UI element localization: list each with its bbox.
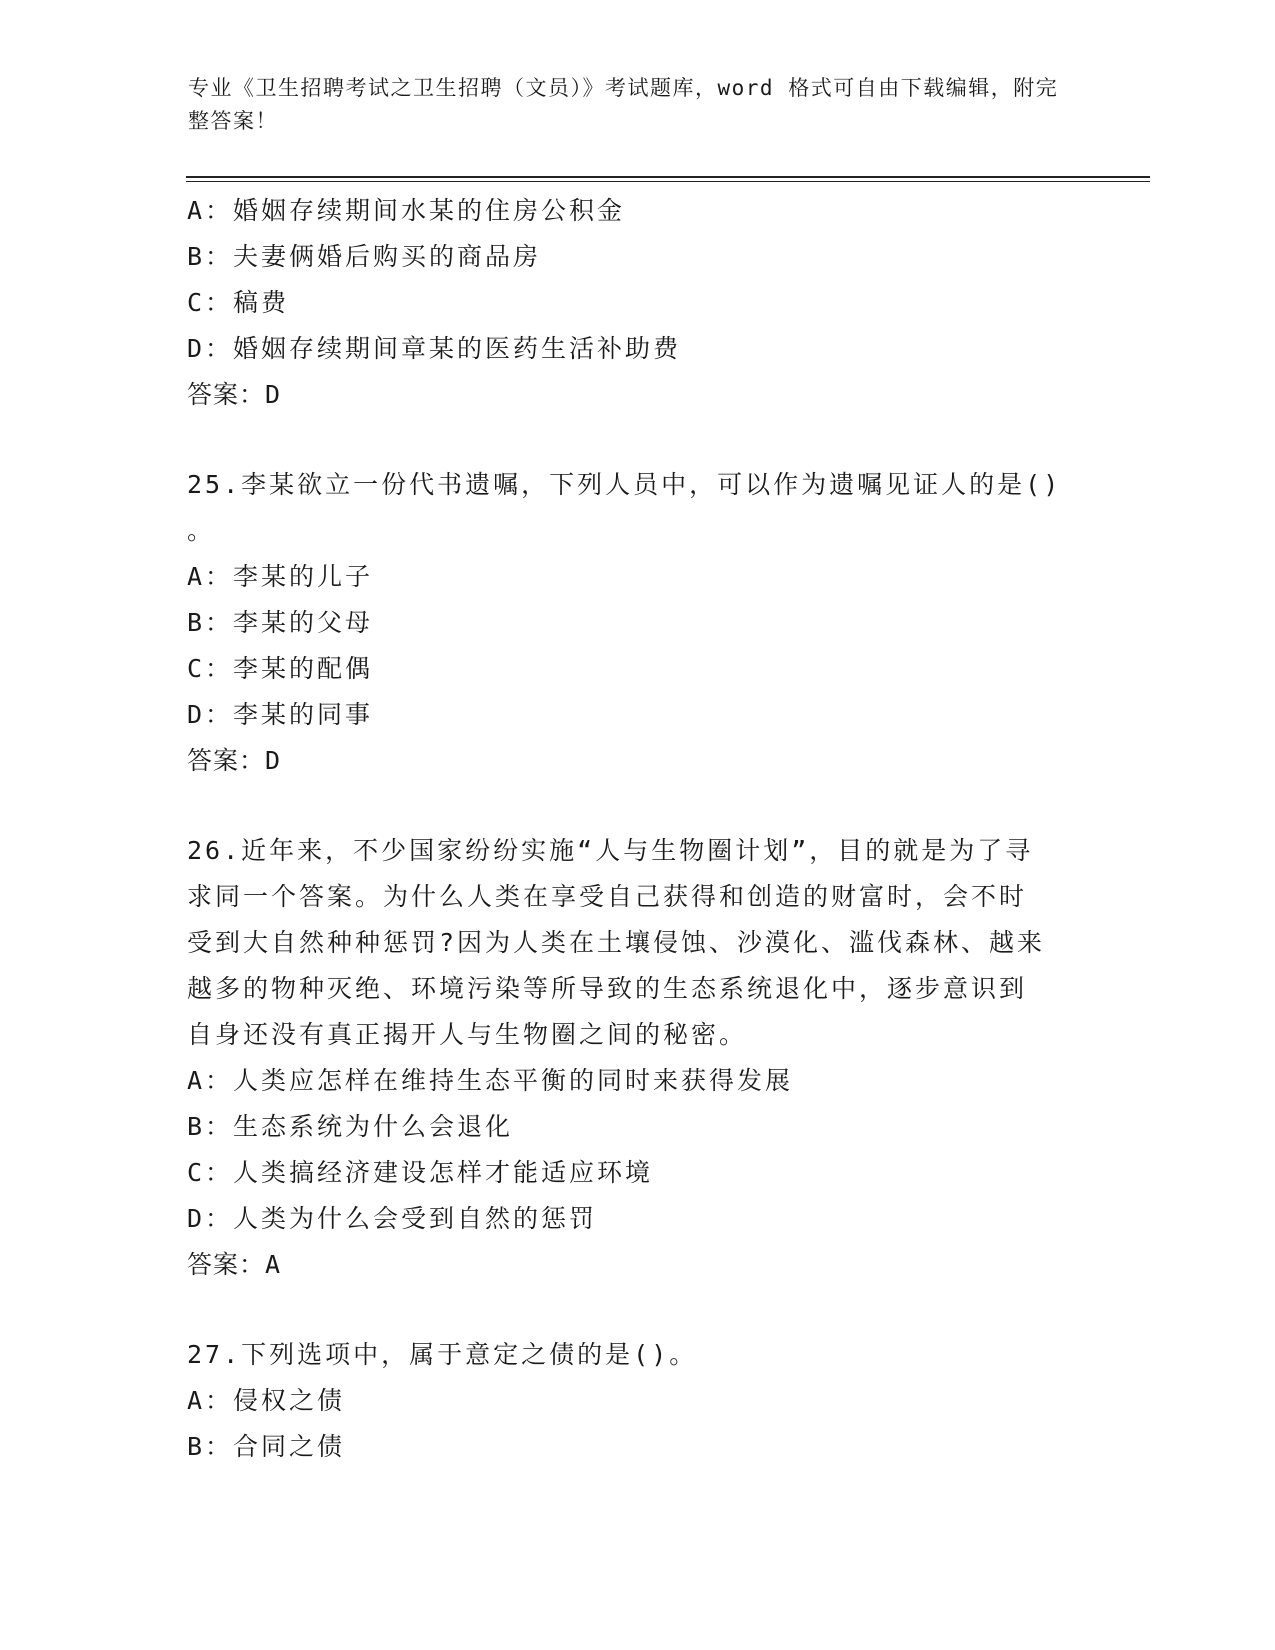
header-rule-thick xyxy=(186,176,1150,178)
option-a: A：李某的儿子 xyxy=(187,562,374,591)
question-content xyxy=(187,188,1087,1470)
option-d: D：人类为什么会受到自然的惩罚 xyxy=(187,1204,598,1233)
question-24 xyxy=(187,188,1087,418)
answer-label: 答案： xyxy=(187,746,266,775)
option-a: A：人类应怎样在维持生态平衡的同时来获得发展 xyxy=(187,1066,794,1095)
question-stem-cont: 。 xyxy=(187,516,216,545)
answer-value: A xyxy=(265,1250,284,1279)
option-a: A：侵权之债 xyxy=(187,1386,346,1415)
question-stem: 25.李某欲立一份代书遗嘱，下列人员中，可以作为遗嘱见证人的是() xyxy=(187,470,1062,499)
spacer xyxy=(187,1288,1087,1332)
option-c: C：李某的配偶 xyxy=(187,654,374,683)
option-c: C：稿费 xyxy=(187,288,290,317)
question-stem-cont: 自身还没有真正揭开人与生物圈之间的秘密。 xyxy=(187,1020,748,1049)
option-b: B：李某的父母 xyxy=(187,608,374,637)
option-b: B：夫妻俩婚后购买的商品房 xyxy=(187,242,542,271)
answer-value: D xyxy=(265,746,284,775)
question-stem: 27.下列选项中，属于意定之债的是()。 xyxy=(187,1340,698,1369)
option-d: D：婚姻存续期间章某的医药生活补助费 xyxy=(187,334,682,363)
answer-label: 答案： xyxy=(187,380,266,409)
header-rule-thin xyxy=(186,181,1150,182)
option-d: D：李某的同事 xyxy=(187,700,374,729)
answer-line xyxy=(187,738,1087,784)
question-stem-cont: 越多的物种灭绝、环境污染等所导致的生态系统退化中，逐步意识到 xyxy=(187,974,1028,1003)
option-c: C：人类搞经济建设怎样才能适应环境 xyxy=(187,1158,654,1187)
question-stem-cont: 受到大自然种种惩罚?因为人类在土壤侵蚀、沙漠化、滥伐森林、越来 xyxy=(187,928,1046,957)
answer-line xyxy=(187,372,1087,418)
question-stem: 26.近年来，不少国家纷纷实施“人与生物圈计划”，目的就是为了寻 xyxy=(187,836,1034,865)
question-27 xyxy=(187,1332,1087,1470)
option-a: A：婚姻存续期间水某的住房公积金 xyxy=(187,196,626,225)
document-header: 专业《卫生招聘考试之卫生招聘（文员）》考试题库，word 格式可自由下载编辑，附完整答案！ xyxy=(188,76,1059,133)
spacer xyxy=(187,784,1087,828)
question-25 xyxy=(187,462,1087,784)
question-stem-cont: 求同一个答案。为什么人类在享受自己获得和创造的财富时，会不时 xyxy=(187,882,1028,911)
spacer xyxy=(187,418,1087,462)
question-26 xyxy=(187,828,1087,1288)
option-b: B：生态系统为什么会退化 xyxy=(187,1112,514,1141)
answer-value: D xyxy=(265,380,284,409)
answer-label: 答案： xyxy=(187,1250,266,1279)
answer-line xyxy=(187,1242,1087,1288)
option-b: B：合同之债 xyxy=(187,1432,346,1461)
